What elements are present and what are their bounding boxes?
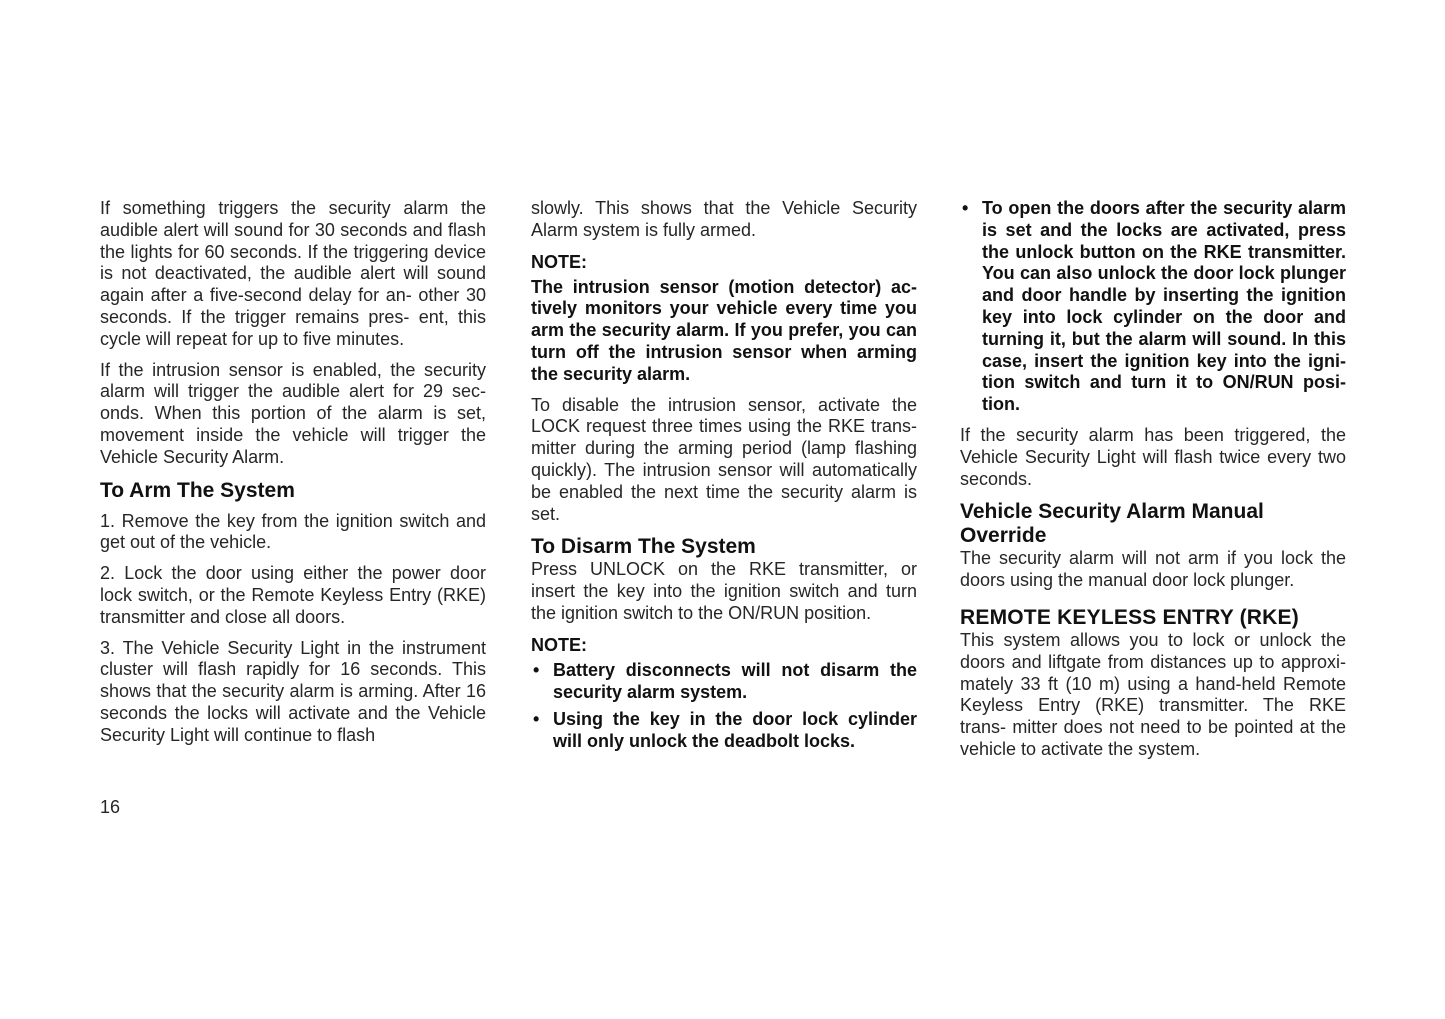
manual-override-heading: Vehicle Security Alarm Manual Override bbox=[960, 500, 1264, 548]
note-label-2: NOTE: bbox=[531, 634, 587, 655]
bullet-text: Battery disconnects will not disarm the security alarm system. bbox=[553, 659, 917, 702]
list-item bbox=[960, 198, 1346, 416]
column-middle bbox=[531, 198, 917, 762]
page-number: 16 bbox=[100, 797, 121, 817]
intrusion-sensor-paragraph: If the intrusion sensor is enabled, the security alarm will trigger the audible alert for 29 sec- onds. When this portion of the alarm is set, movement inside the vehicle will trigger the Vehicle Security Alarm. bbox=[100, 359, 486, 467]
bullet-icon: • bbox=[533, 659, 540, 680]
arm-step-3: 3. The Vehicle Security Light in the instrument cluster will flash rapidly for 16 seconds. This shows that the security alarm is arming. After 16 seconds the locks will activate and the Vehicle Security Light will continue to flash bbox=[100, 637, 486, 745]
disarm-system-heading: To Disarm The System bbox=[531, 535, 756, 559]
open-doors-list bbox=[960, 198, 1346, 416]
bullet-text: To open the doors after the security alarm is set and the locks are activated, press the unlock button on the RKE transmitter. You can also unlock the door lock plunger and door handle by inserting the ignition key into lock cylinder on the door and turning it, but the alarm will sound. In this case, insert the ignition key into the igni- tion switch and turn it to ON/RUN posi- tion. bbox=[982, 198, 1346, 415]
rke-paragraph: This system allows you to lock or unlock the doors and liftgate from distances up to approxi- mately 33 ft (10 m) using a hand-held Remote Keyless Entry (RKE) transmitter. The RKE trans- mitter does not need to be pointed at the vehicle to activate the system. bbox=[960, 629, 1346, 759]
manual-override-paragraph: The security alarm will not arm if you lock the doors using the manual door lock plunger. bbox=[960, 548, 1346, 591]
note-label: NOTE: bbox=[531, 251, 587, 272]
alarm-triggered-paragraph: If the security alarm has been triggered, the Vehicle Security Light will flash twice every two seconds. bbox=[960, 424, 1346, 489]
arm-system-heading: To Arm The System bbox=[100, 478, 295, 502]
column-left bbox=[100, 198, 486, 756]
rke-heading: REMOTE KEYLESS ENTRY (RKE) bbox=[960, 605, 1299, 629]
bullet-icon: • bbox=[533, 709, 540, 730]
disable-sensor-paragraph: To disable the intrusion sensor, activate the LOCK request three times using the RKE trans- mitter during the arming period (lamp flashing quickly). The intrusion sensor will automatically be enabled the next time the security alarm is set. bbox=[531, 394, 917, 524]
arm-step-2: 2. Lock the door using either the power door lock switch, or the Remote Keyless Entry (RKE) transmitter and close all doors. bbox=[100, 563, 486, 627]
bullet-icon: • bbox=[962, 198, 969, 218]
column-right bbox=[960, 198, 1346, 770]
intrusion-note-text: The intrusion sensor (motion detector) ac- tively monitors your vehicle every time you arm the security alarm. If you prefer, you can turn off the intrusion sensor when arming the security alarm. bbox=[531, 276, 917, 384]
list-item bbox=[531, 660, 917, 704]
list-item bbox=[531, 709, 917, 753]
bullet-text: Using the key in the door lock cylinder will only unlock the deadbolt locks. bbox=[553, 709, 917, 752]
armed-continued-paragraph: slowly. This shows that the Vehicle Security Alarm system is fully armed. bbox=[531, 198, 917, 240]
disarm-notes-list bbox=[531, 660, 917, 753]
arm-step-1: 1. Remove the key from the ignition switch and get out of the vehicle. bbox=[100, 510, 486, 553]
disarm-paragraph: Press UNLOCK on the RKE transmitter, or insert the key into the ignition switch and turn the ignition switch to the ON/RUN position. bbox=[531, 559, 917, 623]
alarm-trigger-paragraph: If something triggers the security alarm the audible alert will sound for 30 seconds and flash the lights for 60 seconds. If the triggering device is not deactivated, the audible alert will sound again after a five-second delay for an- other 30 seconds. If the trigger remains pres- ent, this cycle will repeat for up to five minutes. bbox=[100, 198, 486, 349]
